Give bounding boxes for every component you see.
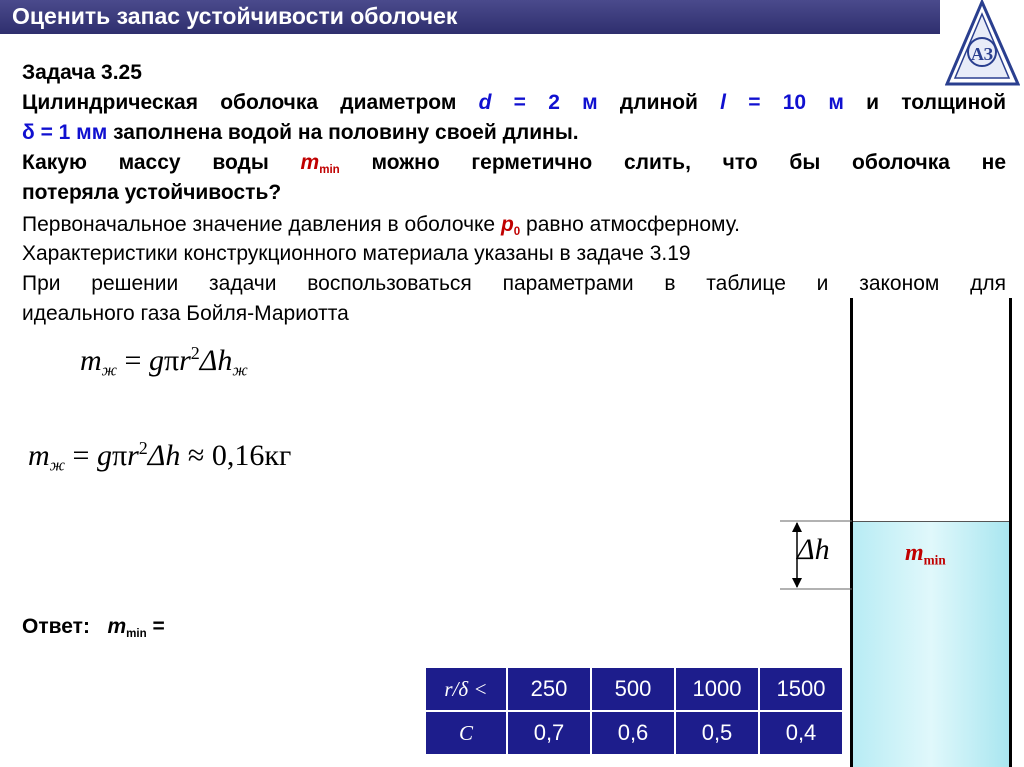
- task-line-2: δ = 1 мм заполнена водой на половину своей длины.: [22, 121, 579, 144]
- formula-1: $m_ж = g\pi r^2\Delta h_ж$: [80, 343, 248, 380]
- task-number: Задача 3.25: [22, 61, 142, 84]
- task-hint-2: идеального газа Бойля-Мариотта: [22, 302, 349, 325]
- table-cell: 1500: [759, 667, 843, 711]
- parameter-table: [424, 666, 844, 756]
- delta-h-label: Δh: [797, 533, 830, 566]
- task-hint-1: При решении задачи воспользоваться параметрами в таблице и законом для: [22, 272, 1006, 295]
- task-materials: Характеристики конструкционного материала указаны в задаче 3.19: [22, 242, 691, 265]
- table-header-cell: r/δ <: [425, 667, 507, 711]
- task-pressure: Первоначальное значение давления в оболочке $p_0$ равно атмосферному.: [22, 213, 740, 239]
- table-header-cell: C: [425, 711, 507, 755]
- logo-letters: АЗ: [970, 44, 994, 64]
- table-cell: 0,4: [759, 711, 843, 755]
- table-cell: 500: [591, 667, 675, 711]
- page-title: Оценить запас устойчивости оболочек: [12, 3, 458, 29]
- task-question-2: потеряла устойчивость?: [22, 181, 282, 204]
- table-cell: 250: [507, 667, 591, 711]
- table-cell: 0,6: [591, 711, 675, 755]
- formula-2: $m_ж = g\pi r^2\Delta h \approx 0,16кг$: [28, 438, 292, 475]
- diagram-mass-label: $m_{min}$: [905, 540, 946, 568]
- table-cell: 0,5: [675, 711, 759, 755]
- title-bar: [0, 0, 940, 34]
- table-cell: 1000: [675, 667, 759, 711]
- answer-line: Ответ: $m_{min}$ =: [22, 615, 165, 641]
- table-cell: 0,7: [507, 711, 591, 755]
- table-row: [425, 711, 843, 755]
- water-fill: [853, 589, 1009, 767]
- task-question-1: Какую массу воды $m_{min}$ можно герметично слить, что бы оболочка не: [22, 151, 1007, 177]
- task-line-1: Цилиндрическая оболочка диаметром d = 2 м длиной l = 10 м и толщиной: [22, 91, 1006, 114]
- table-row: [425, 667, 843, 711]
